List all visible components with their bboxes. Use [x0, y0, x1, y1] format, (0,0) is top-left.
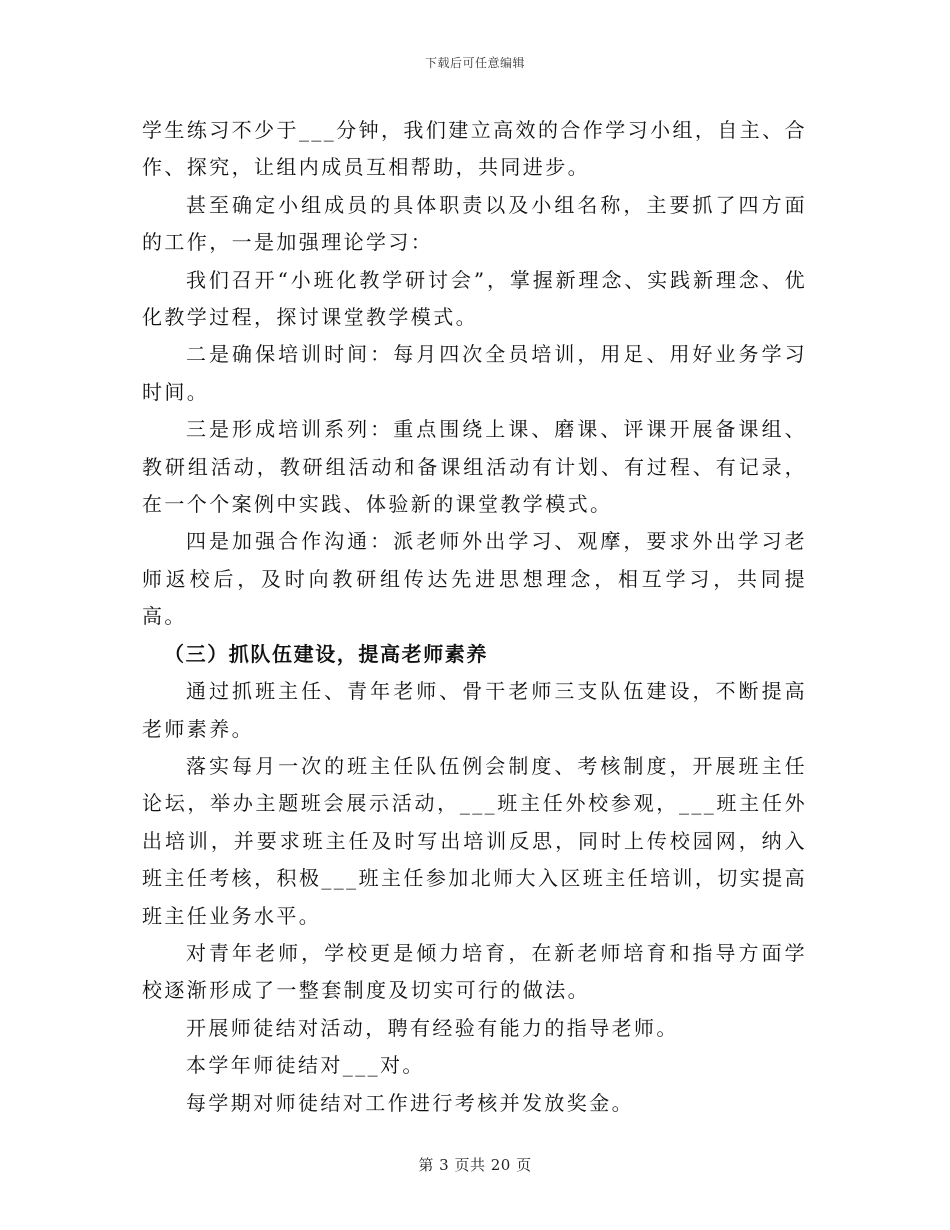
paragraph: 落实每月一次的班主任队伍例会制度、考核制度，开展班主任论坛，举办主题班会展示活动，___班主任外校参观，___班主任外出培训，并要求班主任及时写出培训反思，同时上传校园网，纳入班主任考核，积极___班主任参加北师大入区班主任培训，切实提高班主任业务水平。	[142, 753, 807, 928]
paragraph: 本学年师徒结对___对。	[186, 1053, 425, 1078]
paragraph: 通过抓班主任、青年老师、骨干老师三支队伍建设，不断提高老师素养。	[142, 679, 807, 741]
paragraph: 三是形成培训系列：重点围绕上课、磨课、评课开展备课组、教研组活动，教研组活动和备课组活动有计划、有过程、有记录，在一个个案例中实践、体验新的课堂教学模式。	[142, 417, 807, 517]
paragraph: 每学期对师徒结对工作进行考核并发放奖金。	[186, 1090, 634, 1115]
paragraph: 甚至确定小组成员的具体职责以及小组名称，主要抓了四方面的工作，一是加强理论学习：	[142, 192, 807, 255]
paragraph: 对青年老师，学校更是倾力培育，在新老师培育和指导方面学校逐渐形成了一整套制度及切实可行的做法。	[142, 940, 807, 1003]
paragraph: 我们召开“小班化教学研讨会”，掌握新理念、实践新理念、优化教学过程，探讨课堂教学模式。	[142, 267, 807, 330]
page-footer: 第 3 页共 20 页	[418, 1156, 532, 1174]
paragraph: 四是加强合作沟通：派老师外出学习、观摩，要求外出学习老师返校后，及时向教研组传达先进思想理念，相互学习，共同提高。	[142, 529, 807, 629]
paragraph: 开展师徒结对活动，聘有经验有能力的指导老师。	[186, 1015, 679, 1040]
section-heading: （三）抓队伍建设，提高老师素养	[164, 641, 488, 666]
document-body	[142, 112, 807, 1122]
page-header: 下载后可任意编辑	[424, 56, 525, 70]
paragraph: 学生练习不少于___分钟，我们建立高效的合作学习小组，自主、合作、探究，让组内成员互相帮助，共同进步。	[142, 118, 807, 180]
paragraph: 二是确保培训时间：每月四次全员培训，用足、用好业务学习时间。	[142, 342, 807, 404]
